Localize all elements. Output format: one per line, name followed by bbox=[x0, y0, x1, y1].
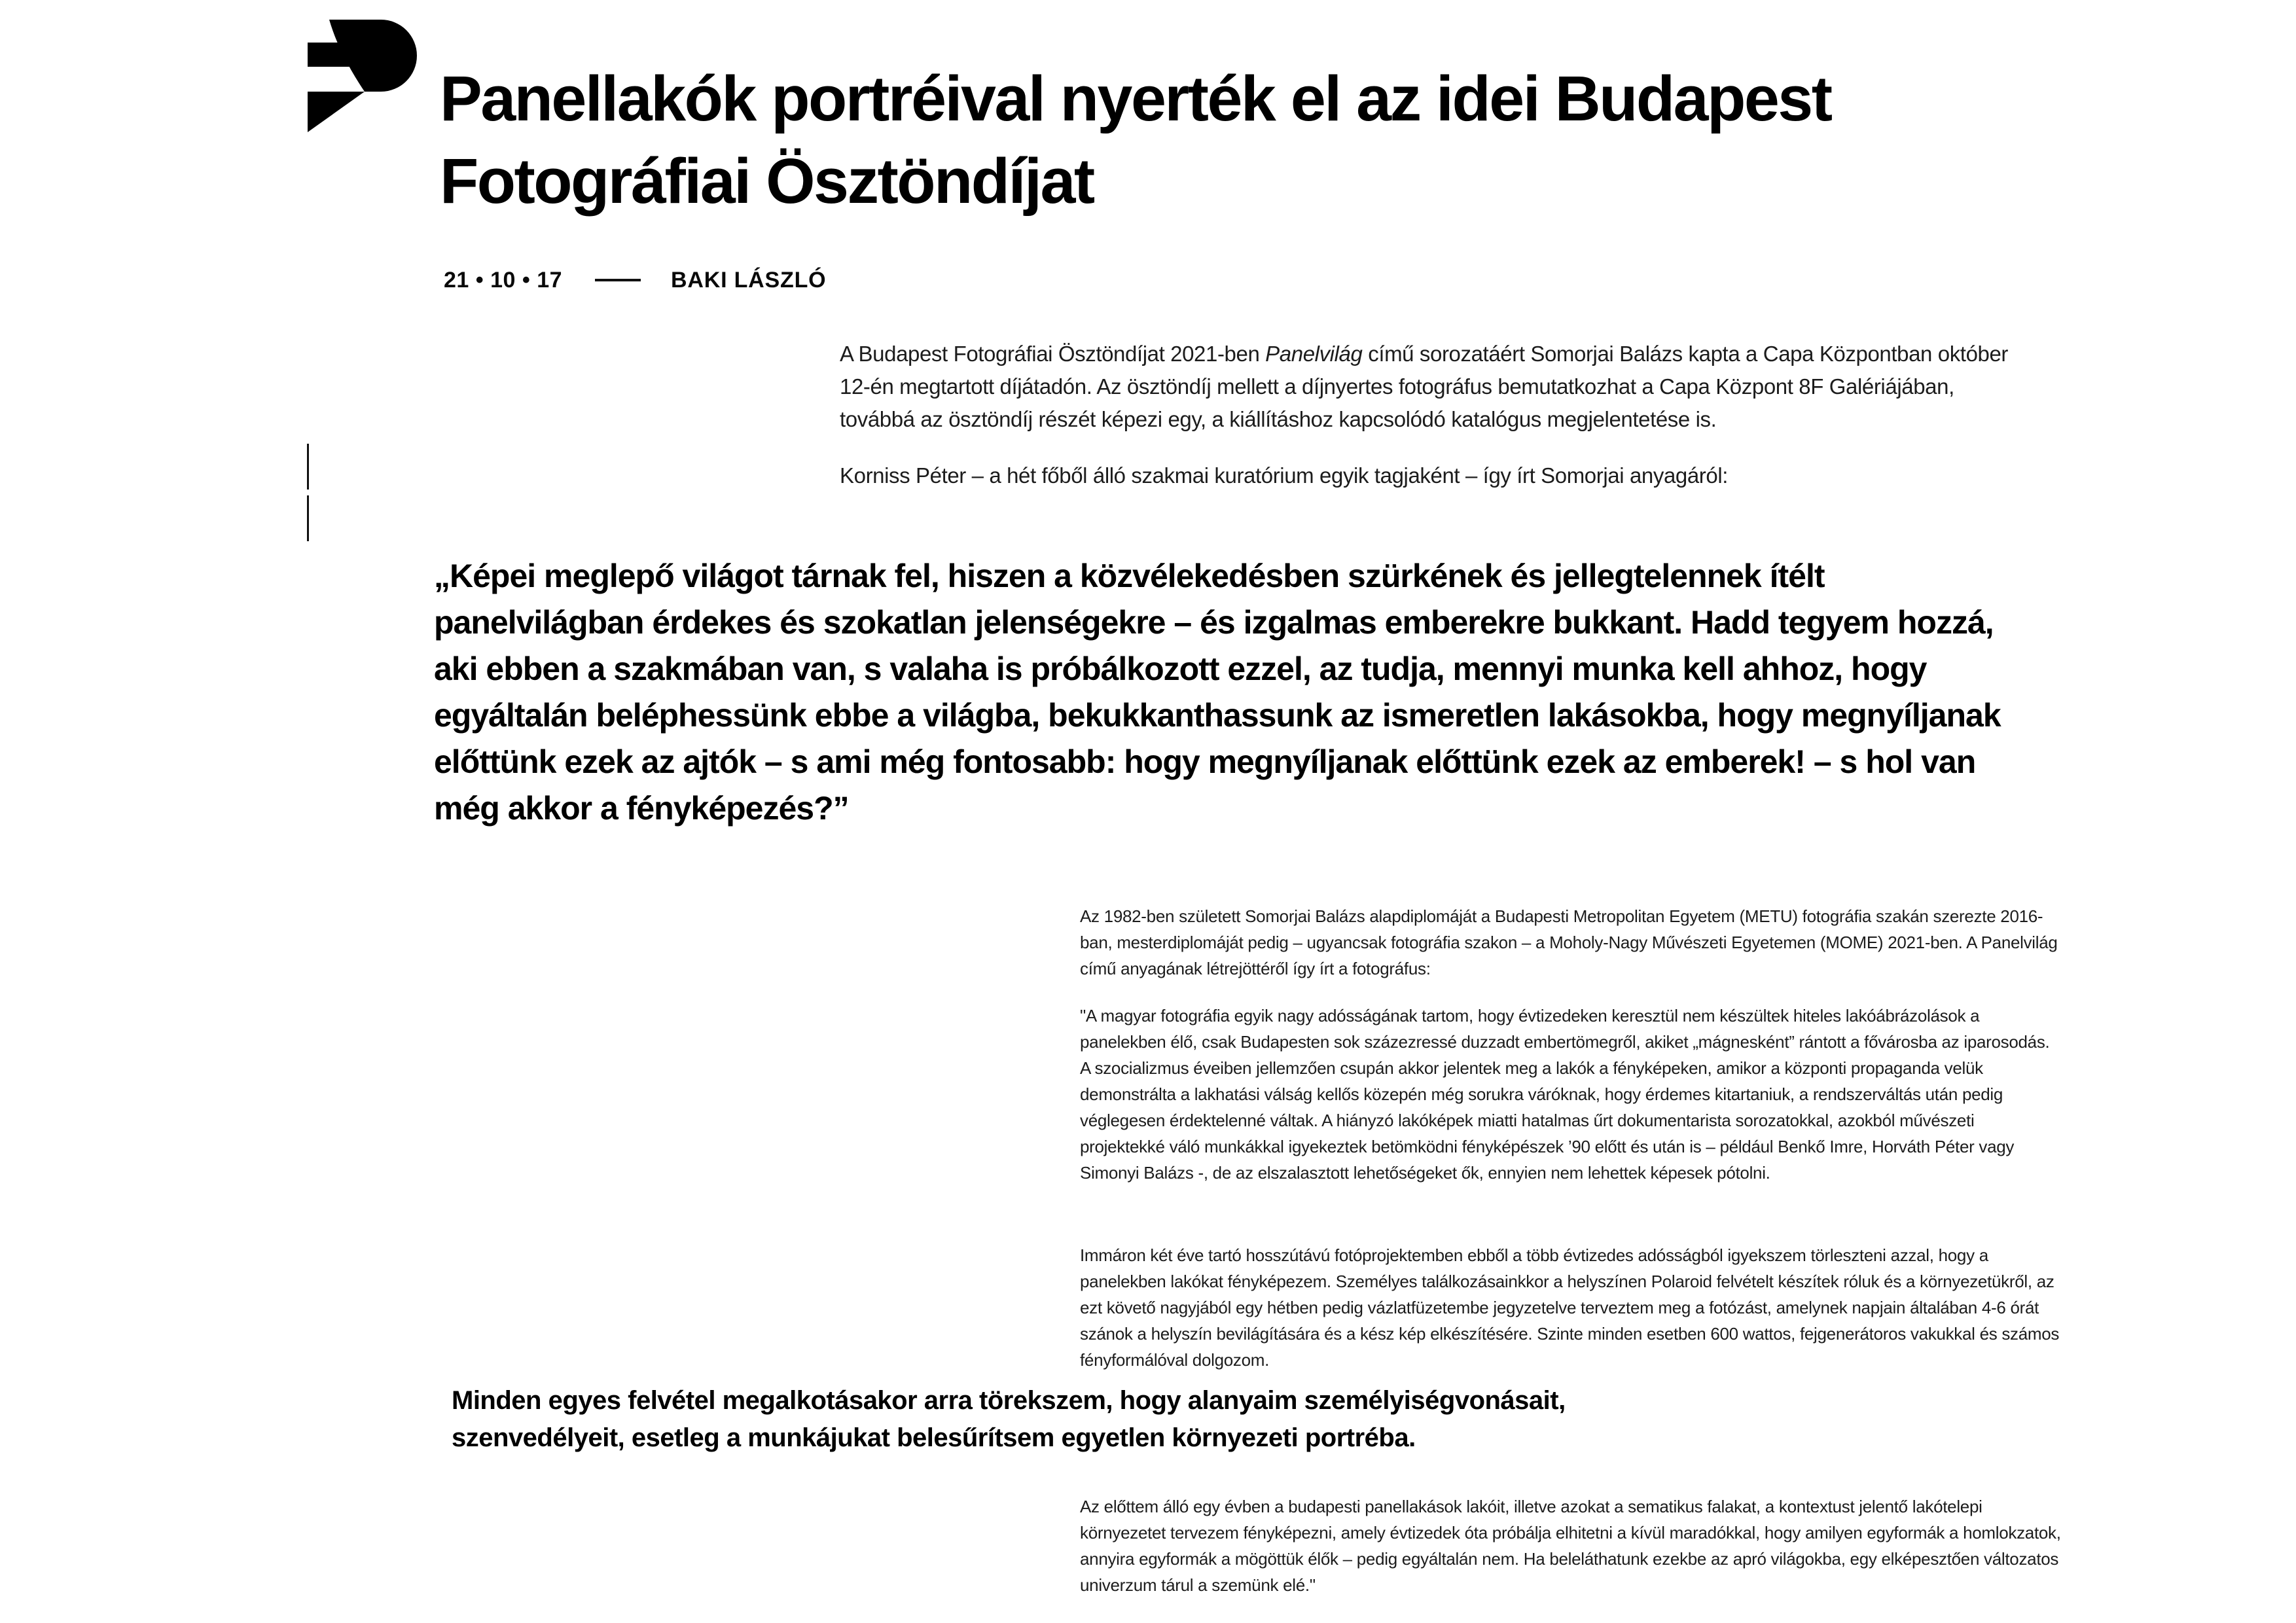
series-title-italic: Panelvilág bbox=[1265, 342, 1363, 366]
share-icon-2[interactable] bbox=[307, 495, 309, 541]
meta-divider bbox=[595, 279, 641, 281]
statement-paragraph-1: "A magyar fotográfia egyik nagy adósságának tartom, hogy évtizedeken keresztül nem készültek hiteles lakóábrázolások a panelekben élő, csak Budapesten sok százezressé duzzadt embertömegről, akiket „mágnesként” rántott a fővárosba az iparosodás. A szocializmus éveiben jellemzően csupán akkor jelentek meg a lakók a fényképeken, amikor a központi propaganda velük demonstrálta a lakhatási válság kellős közepén még sorukra váróknak, hogy érdemes kitartaniuk, a rendszerváltás után pedig véglegesen érdektelenné váltak. A hiányzó lakóképek miatti hatalmas űrt dokumentarista sorozatokkal, azokból művészeti projektekké váló munkákkal igyekeztek betömködni fényképészek ’90 előtt és után is – például Benkő Imre, Horváth Péter vagy Simonyi Balázs -, de az elszalasztott lehetőségeket ők, ennyien nem lehettek képesek pótolni. bbox=[1080, 1006, 2050, 1183]
pull-quote: „Képei meglepő világot tárnak fel, hiszen a közvélekedésben szürkének és jellegtelennek ítélt panelvilágban érdekes és szokatlan jelenségekre – és izgalmas emberekre bukkant. Hadd tegyem hozzá, aki ebben a szakmában van, s valaha is próbálkozott ezzel, az tudja, mennyi munka kell ahhoz, hogy egyáltalán beléphessünk ebbe a világba, bekukkanthassunk az ismeretlen lakásokba, hogy megnyíljanak előttünk ezek az ajtók – s ami még fontosabb: hogy megnyíljanak előttünk ezek az emberek! – s hol van még akkor a fényképezés?” bbox=[434, 558, 2001, 827]
article-meta bbox=[444, 266, 826, 294]
punkt-logo[interactable] bbox=[308, 20, 420, 132]
statement-paragraph-3: Az előttem álló egy évben a budapesti panellakások lakóit, illetve azokat a sematikus falakat, a kontextust jelentő lakótelepi környezetet tervezem fényképezni, amely évtizedek óta próbálja elhitetni a kívül maradókkal, hogy amilyen egyformák a homlokzatok, annyira egyformák a mögöttük élők – pedig egyáltalán nem. Ha beleláthatunk ezekbe az apró világokba, egy elképesztően változatos univerzum tárul a szemünk elé." bbox=[1080, 1497, 2061, 1595]
share-bar bbox=[307, 444, 310, 541]
page-title: Panellakók portréival nyerték el az idei Budapest Fotográfiai Ösztöndíjat bbox=[440, 63, 1831, 217]
callout-paragraph: Minden egyes felvétel megalkotásakor arra törekszem, hogy alanyaim személyiségvonásait, szenvedélyeit, esetleg a munkájukat belesűrítsem egyetlen környezeti portréba. bbox=[452, 1386, 1566, 1452]
speech-bubble-p-icon bbox=[308, 20, 420, 132]
share-icon-1[interactable] bbox=[307, 444, 309, 490]
statement-paragraph-2: Immáron két éve tartó hosszútávú fotóprojektemben ebből a több évtizedes adósságból igyekszem törleszteni azzal, hogy a panelekben lakókat fényképezem. Személyes találkozásainkkor a helyszínen Polaroid felvételt készítek róluk és a környezetükről, az ezt követő nagyjából egy hétben pedig vázlatfüzetembe jegyzetelve terveztem meg a fotózást, amelynek napjain általában 4-6 órát szánok a helyszín bevilágítására és a kész kép elkészítésére. Szinte minden esetben 600 wattos, fejgenerátoros vakukkal és számos fényformálóval dolgozom. bbox=[1080, 1245, 2060, 1370]
intro-text-post: című sorozatáért Somorjai Balázs kapta a Capa Központban október 12-én megtartott díjátadón. Az ösztöndíj mellett a díjnyertes fotográfus bemutatkozhat a Capa Központ 8F Galériájában, továbbá az ösztöndíj részét képezi egy, a kiállításhoz kapcsolódó katalógus megjelentetése is. bbox=[840, 342, 2009, 431]
korniss-paragraph: Korniss Péter – a hét főből álló szakmai kuratórium egyik tagjaként – így írt Somorjai anyagáról: bbox=[840, 463, 1729, 488]
article-author[interactable]: BAKI LÁSZLÓ bbox=[671, 267, 827, 293]
intro-text-pre: A Budapest Fotográfiai Ösztöndíjat 2021-ben bbox=[840, 342, 1266, 366]
intro-paragraph bbox=[840, 338, 2015, 436]
article-date: 21 • 10 • 17 bbox=[444, 267, 563, 293]
bio-paragraph: Az 1982-ben született Somorjai Balázs alapdiplomáját a Budapesti Metropolitan Egyetem (METU) fotográfia szakán szerezte 2016-ban, mesterdiplomáját pedig – ugyancsak fotográfia szakon – a Moholy-Nagy Művészeti Egyetemen (MOME) 2021-ben. A Panelvilág című anyagának létrejöttéről így írt a fotográfus: bbox=[1080, 906, 2058, 978]
